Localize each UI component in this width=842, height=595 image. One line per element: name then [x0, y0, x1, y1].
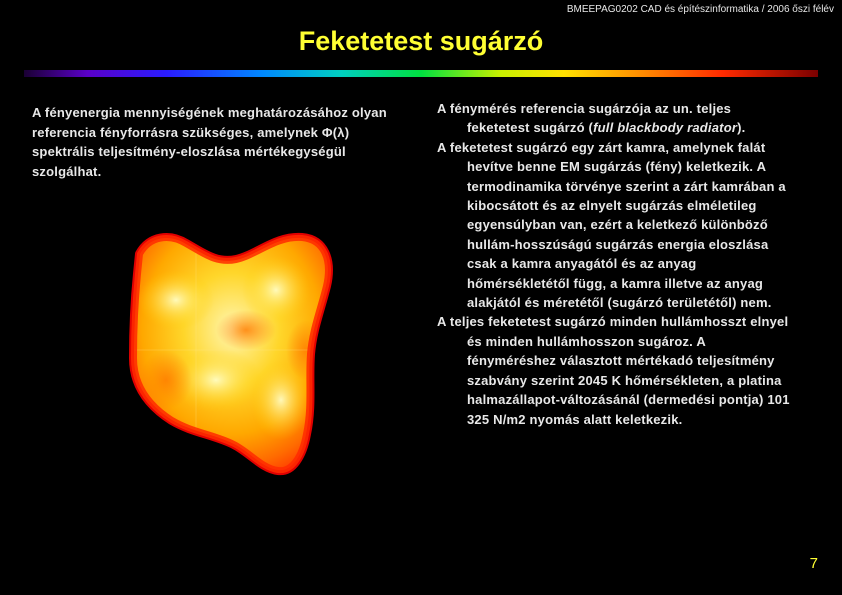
- course-header: BMEEPAG0202 CAD és építészinformatika / 2006 őszi félév: [566, 4, 834, 15]
- blackbody-flame-illustration: [126, 230, 338, 478]
- left-paragraph: A fényenergia mennyiségének meghatározásához olyan referencia fényforrásra szükséges, amelynek Φ(λ) spektrális teljesítmény-eloszlása mértékegységül szolgálhat.: [32, 105, 387, 179]
- slide-title: Feketetest sugárzó: [298, 26, 544, 56]
- spectrum-bar: [24, 70, 818, 77]
- page-number: 7: [809, 555, 818, 572]
- p1-italic-term: full blackbody radiator: [593, 120, 738, 136]
- flame-icon: [126, 230, 338, 478]
- p1-end: ).: [737, 120, 746, 136]
- paragraph-chamber: A feketetest sugárzó egy zárt kamra, amelynek falát hevítve benne EM sugárzás (fény) keletkezik. A termodinamika törvénye szerint a zárt kamrában a kibocsátott és az elnyelt sugárzás elméletileg egyensúlyban van, ezért a keletkező különböző hullám-hosszúságú sugárzás energia eloszlása csak a kamra anyagától és az anyag hőmérsékletétől függ, a kamra illetve az anyag alakjától és méretétől (sugárzó területétől) nem.: [437, 139, 786, 311]
- paragraph-reference: [437, 99, 794, 138]
- p1-text: A fénymérés referencia sugárzója az un. teljes feketetest sugárzó (: [437, 101, 732, 136]
- paragraph-standard: A teljes feketetest sugárzó minden hullámhosszt elnyel és minden hullámhosszon sugároz. A fényméréshez választott mértékadó teljesítmény szabvány szerint 2045 K hőmérsékleten, a platina halmazállapot-változásánál (dermedési pontja) 101 325 N/m2 nyomás alatt keletkezik.: [437, 314, 790, 427]
- right-text-column: [437, 99, 794, 429]
